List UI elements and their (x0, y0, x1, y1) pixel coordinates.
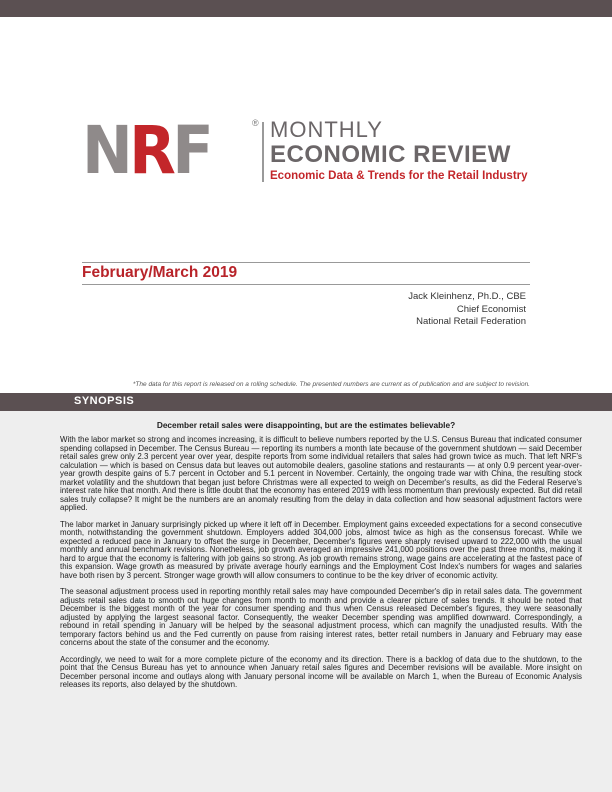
tagline: Economic Data & Trends for the Retail Industry (270, 170, 528, 182)
issue-rule-top (82, 262, 530, 263)
paragraph: With the labor market so strong and incomes increasing, it is difficult to believe numbers reported by the U.S. Census Bureau that indicated consumer spending collapsed in December. The Census Bureau — reporting its numbers a month late because of the government shutdown — said December retail sales grew only 2.3 percent year over year, despite reports from some individual retailers that sales had grown twice as much. That left NRF's calculation — which is based on Census data but leaves out automobile dealers, gasoline stations and restaurants — at only 0.9 percent year-over-year growth despite gains of 5.7 percent in October and 5.1 percent in November. Certainly, the ongoing trade war with China, the resulting stock market volatility and the shutdown that began just before Christmas were all expected to weigh on December's results, as did the Federal Reserve's interest rate hike that month. And there is little doubt that the economy has entered 2019 with less momentum than previously expected. But did retail sales truly collapse? It might be the numbers are an anomaly resulting from the delay in data collection and how seasonal adjustment factors were applied. (60, 435, 582, 512)
paragraph: The labor market in January surprisingly picked up where it left off in December. Employment gains exceeded expectations for a second consecutive month, notwithstanding the government shutdown. Employers added 304,000 jobs, almost twice as high as the consensus forecast. While we expected a reduced pace in January to offset the surge in December, December's figures were sharply revised upward to 222,000 with the usual monthly and annual benchmark revisions. Nonetheless, job growth averaged an impressive 241,000 positions over the past three months, making it hard to argue that the economy is faltering with job gains so strong. As job growth remains strong, wage gains are accelerating at the fastest pace of this expansion. Wage growth as measured by private average hourly earnings and the Employment Cost Index's numbers for wages and salaries have both risen by 3 percent. Stronger wage growth will allow consumers to continue to be the key driver of economic activity. (60, 519, 582, 580)
nrf-logo-mark: NRF (82, 112, 211, 189)
title-economic-review: ECONOMIC REVIEW (270, 141, 511, 168)
synopsis-headline: December retail sales were disappointing, but are the estimates believable? (156, 420, 456, 430)
disclaimer: *The data for this report is released on a rolling schedule. The presented numbers are current as of publication and are subject to revision. (132, 381, 530, 388)
author-org: National Retail Federation (416, 316, 526, 327)
synopsis-label: SYNOPSIS (74, 395, 135, 407)
registered-mark: ® (252, 118, 259, 128)
issue-rule-bottom (82, 284, 530, 285)
author-name: Jack Kleinhenz, Ph.D., CBE (408, 291, 526, 302)
author-title: Chief Economist (456, 303, 526, 315)
synopsis-body (60, 436, 582, 698)
title-monthly: MONTHLY (270, 117, 383, 142)
nrf-logo (82, 112, 532, 198)
author-block (408, 291, 526, 329)
top-bar (0, 0, 612, 17)
logo-divider (262, 122, 264, 182)
paragraph: The seasonal adjustment process used in reporting monthly retail sales may have compounded December's dip in retail sales data. The government adjusts retail sales data to smooth out huge changes from month to month and provide a clearer picture of sales trends. It should be noted that December is the biggest month of the year for consumer spending and thus when Census released December's figures, they were seasonally adjusted by applying the largest seasonal factor. Consequently, the weaker December spending was amplified downward. Correspondingly, a rebound in retail spending in January will be helped by the seasonal adjustment process, which can magnify the unadjusted results. With the temporary factors behind us and the Fed currently on pause from raising interest rates, better retail numbers in January and February may ease concerns about the state of the consumer and the economy. (60, 587, 582, 647)
paragraph: Accordingly, we need to wait for a more complete picture of the economy and its direction. There is a backlog of data due to the shutdown, to the point that the Census Bureau has yet to announce when January retail sales figures and December revisions will be available. More insight on December personal income and outlays along with January personal income will be available on March 1, when the Bureau of Economic Analysis releases its reports, also delayed by the shutdown. (60, 654, 582, 689)
issue-date: February/March 2019 (82, 264, 238, 281)
